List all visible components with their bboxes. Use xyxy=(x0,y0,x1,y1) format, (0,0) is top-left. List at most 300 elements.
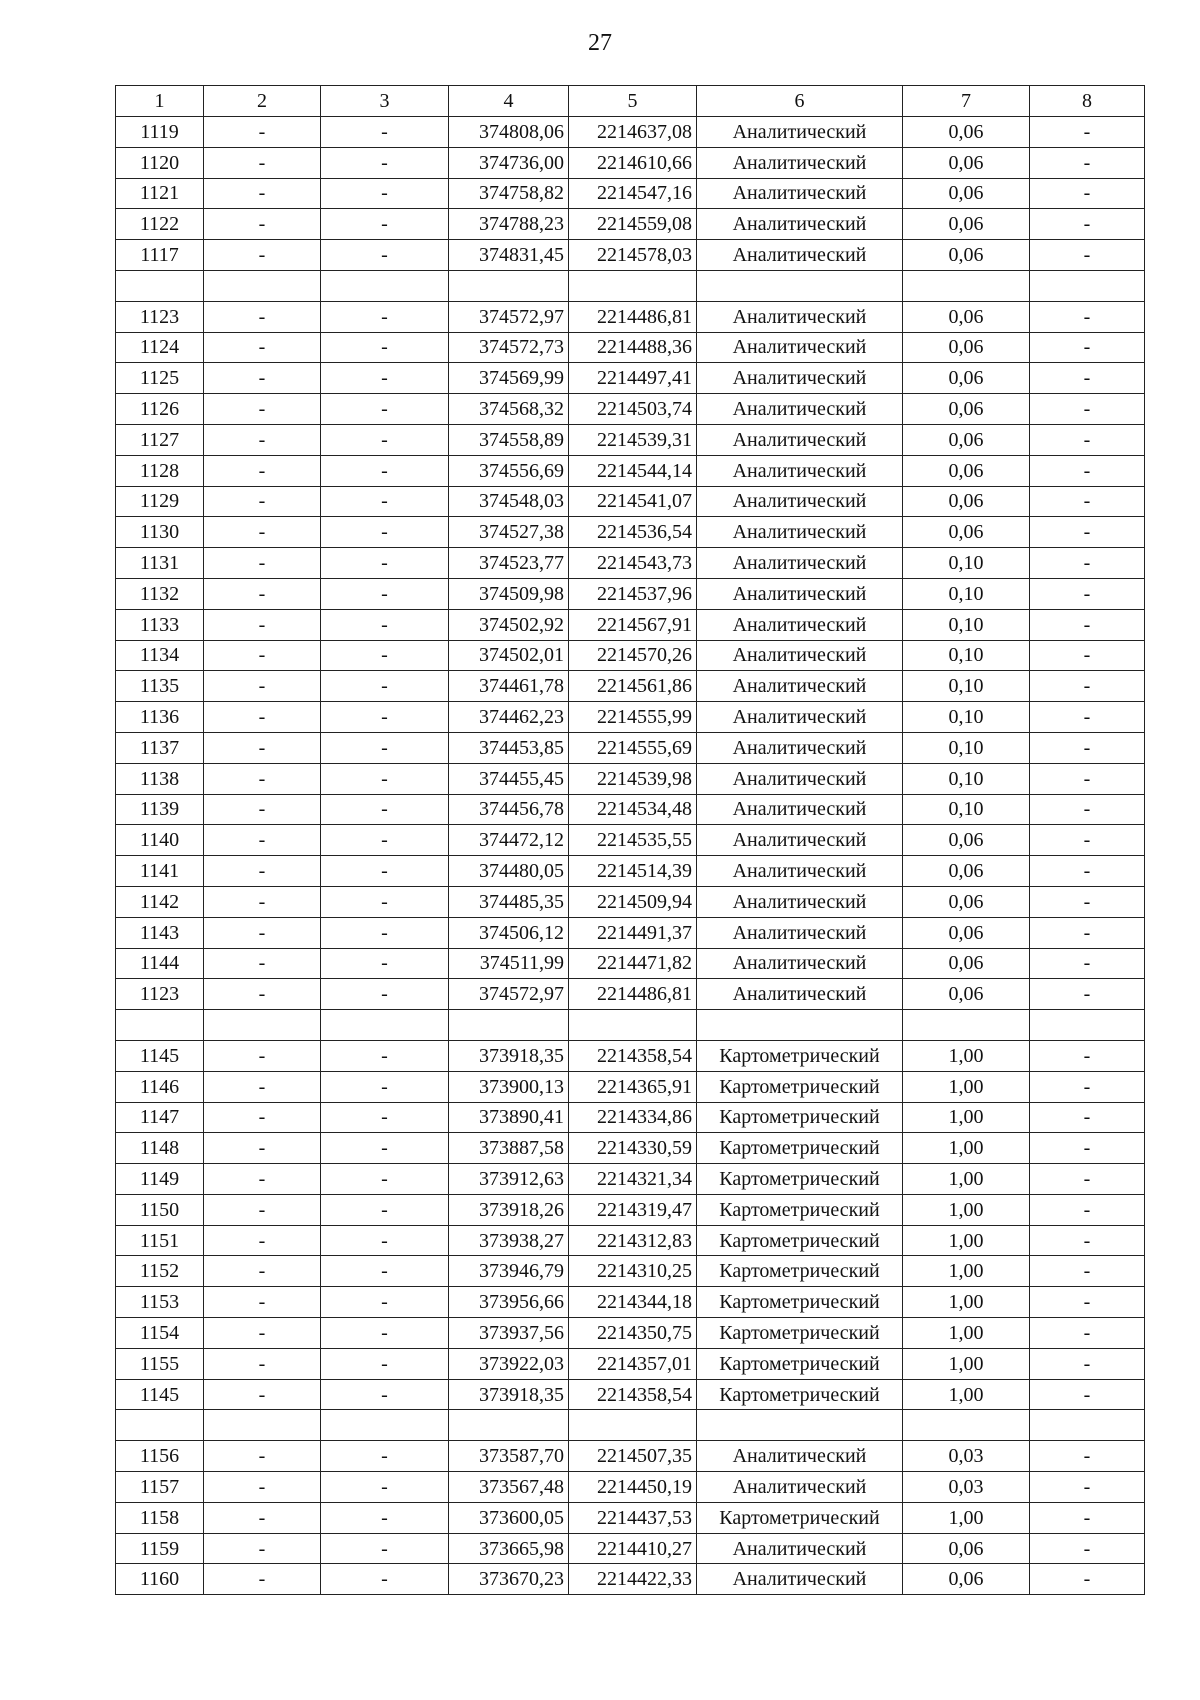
accuracy-cell: 0,06 xyxy=(903,455,1030,486)
column-3-cell: - xyxy=(321,486,449,517)
accuracy-cell: 0,06 xyxy=(903,1533,1030,1564)
x-coordinate-cell: 374527,38 xyxy=(449,517,569,548)
table-row xyxy=(116,794,1145,825)
y-coordinate-cell xyxy=(569,1410,697,1441)
column-header: 8 xyxy=(1030,86,1145,117)
x-coordinate-cell: 373956,66 xyxy=(449,1287,569,1318)
point-number-cell: 1143 xyxy=(116,917,204,948)
column-8-cell: - xyxy=(1030,1071,1145,1102)
method-cell: Аналитический xyxy=(697,424,903,455)
column-header: 7 xyxy=(903,86,1030,117)
accuracy-cell: 0,06 xyxy=(903,209,1030,240)
column-header: 6 xyxy=(697,86,903,117)
point-number-cell: 1156 xyxy=(116,1441,204,1472)
point-number-cell: 1151 xyxy=(116,1225,204,1256)
point-number-cell: 1154 xyxy=(116,1318,204,1349)
column-2-cell: - xyxy=(204,1164,321,1195)
column-8-cell: - xyxy=(1030,856,1145,887)
point-number-cell xyxy=(116,1010,204,1041)
column-2-cell: - xyxy=(204,671,321,702)
x-coordinate-cell: 374506,12 xyxy=(449,917,569,948)
column-8-cell: - xyxy=(1030,948,1145,979)
table-row xyxy=(116,1040,1145,1071)
column-2-cell: - xyxy=(204,117,321,148)
point-number-cell: 1142 xyxy=(116,886,204,917)
table-row xyxy=(116,240,1145,271)
column-8-cell: - xyxy=(1030,424,1145,455)
accuracy-cell: 0,06 xyxy=(903,856,1030,887)
column-2-cell: - xyxy=(204,1256,321,1287)
method-cell: Аналитический xyxy=(697,671,903,702)
point-number-cell xyxy=(116,270,204,301)
point-number-cell: 1150 xyxy=(116,1194,204,1225)
column-2-cell: - xyxy=(204,301,321,332)
column-3-cell: - xyxy=(321,301,449,332)
column-2-cell: - xyxy=(204,1441,321,1472)
x-coordinate-cell: 373567,48 xyxy=(449,1472,569,1503)
column-2-cell: - xyxy=(204,609,321,640)
column-2-cell: - xyxy=(204,178,321,209)
y-coordinate-cell: 2214497,41 xyxy=(569,363,697,394)
column-3-cell: - xyxy=(321,671,449,702)
column-8-cell: - xyxy=(1030,1164,1145,1195)
y-coordinate-cell: 2214330,59 xyxy=(569,1133,697,1164)
y-coordinate-cell: 2214310,25 xyxy=(569,1256,697,1287)
column-3-cell: - xyxy=(321,763,449,794)
column-3-cell: - xyxy=(321,1225,449,1256)
accuracy-cell: 0,03 xyxy=(903,1472,1030,1503)
table-row xyxy=(116,1348,1145,1379)
column-3-cell xyxy=(321,1010,449,1041)
y-coordinate-cell: 2214543,73 xyxy=(569,548,697,579)
y-coordinate-cell: 2214350,75 xyxy=(569,1318,697,1349)
column-8-cell: - xyxy=(1030,1225,1145,1256)
table-row xyxy=(116,117,1145,148)
column-2-cell: - xyxy=(204,1071,321,1102)
column-2-cell: - xyxy=(204,1194,321,1225)
column-8-cell: - xyxy=(1030,1348,1145,1379)
x-coordinate-cell: 373887,58 xyxy=(449,1133,569,1164)
x-coordinate-cell: 374788,23 xyxy=(449,209,569,240)
method-cell: Аналитический xyxy=(697,1564,903,1595)
column-2-cell: - xyxy=(204,1472,321,1503)
x-coordinate-cell xyxy=(449,1410,569,1441)
table-row xyxy=(116,825,1145,856)
column-3-cell: - xyxy=(321,117,449,148)
point-number-cell: 1117 xyxy=(116,240,204,271)
method-cell: Картометрический xyxy=(697,1133,903,1164)
column-3-cell: - xyxy=(321,886,449,917)
y-coordinate-cell: 2214570,26 xyxy=(569,640,697,671)
method-cell: Аналитический xyxy=(697,209,903,240)
x-coordinate-cell: 373918,35 xyxy=(449,1040,569,1071)
y-coordinate-cell: 2214334,86 xyxy=(569,1102,697,1133)
y-coordinate-cell: 2214365,91 xyxy=(569,1071,697,1102)
point-number-cell: 1124 xyxy=(116,332,204,363)
column-3-cell: - xyxy=(321,517,449,548)
accuracy-cell: 0,06 xyxy=(903,394,1030,425)
point-number-cell: 1123 xyxy=(116,979,204,1010)
accuracy-cell: 0,10 xyxy=(903,640,1030,671)
column-8-cell: - xyxy=(1030,1133,1145,1164)
y-coordinate-cell: 2214559,08 xyxy=(569,209,697,240)
column-3-cell: - xyxy=(321,794,449,825)
column-8-cell: - xyxy=(1030,301,1145,332)
accuracy-cell: 0,10 xyxy=(903,763,1030,794)
accuracy-cell: 1,00 xyxy=(903,1379,1030,1410)
accuracy-cell xyxy=(903,1410,1030,1441)
y-coordinate-cell: 2214358,54 xyxy=(569,1040,697,1071)
point-number-cell: 1137 xyxy=(116,732,204,763)
column-2-cell: - xyxy=(204,640,321,671)
point-number-cell: 1145 xyxy=(116,1379,204,1410)
method-cell: Аналитический xyxy=(697,1441,903,1472)
x-coordinate-cell: 374472,12 xyxy=(449,825,569,856)
method-cell: Аналитический xyxy=(697,763,903,794)
x-coordinate-cell: 373670,23 xyxy=(449,1564,569,1595)
x-coordinate-cell: 374808,06 xyxy=(449,117,569,148)
method-cell: Аналитический xyxy=(697,979,903,1010)
x-coordinate-cell: 373890,41 xyxy=(449,1102,569,1133)
x-coordinate-cell: 374453,85 xyxy=(449,732,569,763)
column-8-cell: - xyxy=(1030,763,1145,794)
x-coordinate-cell: 374511,99 xyxy=(449,948,569,979)
y-coordinate-cell: 2214535,55 xyxy=(569,825,697,856)
table-row xyxy=(116,917,1145,948)
column-2-cell: - xyxy=(204,856,321,887)
column-8-cell: - xyxy=(1030,147,1145,178)
y-coordinate-cell: 2214486,81 xyxy=(569,979,697,1010)
method-cell: Аналитический xyxy=(697,609,903,640)
method-cell: Аналитический xyxy=(697,917,903,948)
point-number-cell: 1141 xyxy=(116,856,204,887)
table-row xyxy=(116,732,1145,763)
column-3-cell: - xyxy=(321,640,449,671)
accuracy-cell: 0,06 xyxy=(903,979,1030,1010)
column-3-cell: - xyxy=(321,1256,449,1287)
y-coordinate-cell: 2214541,07 xyxy=(569,486,697,517)
table-row xyxy=(116,424,1145,455)
accuracy-cell: 0,06 xyxy=(903,1564,1030,1595)
y-coordinate-cell: 2214410,27 xyxy=(569,1533,697,1564)
column-2-cell: - xyxy=(204,917,321,948)
column-8-cell: - xyxy=(1030,825,1145,856)
column-8-cell: - xyxy=(1030,363,1145,394)
column-8-cell xyxy=(1030,270,1145,301)
method-cell xyxy=(697,1010,903,1041)
table-row xyxy=(116,671,1145,702)
column-2-cell: - xyxy=(204,332,321,363)
column-2-cell: - xyxy=(204,732,321,763)
method-cell: Аналитический xyxy=(697,486,903,517)
column-8-cell: - xyxy=(1030,732,1145,763)
column-3-cell: - xyxy=(321,1071,449,1102)
column-8-cell: - xyxy=(1030,1256,1145,1287)
table-row xyxy=(116,1102,1145,1133)
x-coordinate-cell: 374736,00 xyxy=(449,147,569,178)
table-row xyxy=(116,1564,1145,1595)
accuracy-cell: 0,06 xyxy=(903,301,1030,332)
accuracy-cell: 1,00 xyxy=(903,1502,1030,1533)
x-coordinate-cell: 373918,35 xyxy=(449,1379,569,1410)
point-number-cell: 1122 xyxy=(116,209,204,240)
column-3-cell: - xyxy=(321,1441,449,1472)
x-coordinate-cell xyxy=(449,1010,569,1041)
point-number-cell: 1119 xyxy=(116,117,204,148)
column-3-cell: - xyxy=(321,1564,449,1595)
accuracy-cell: 1,00 xyxy=(903,1071,1030,1102)
column-3-cell xyxy=(321,270,449,301)
point-number-cell: 1157 xyxy=(116,1472,204,1503)
y-coordinate-cell: 2214555,99 xyxy=(569,702,697,733)
accuracy-cell: 1,00 xyxy=(903,1256,1030,1287)
x-coordinate-cell: 373900,13 xyxy=(449,1071,569,1102)
table-row xyxy=(116,1256,1145,1287)
column-3-cell: - xyxy=(321,1287,449,1318)
x-coordinate-cell: 373665,98 xyxy=(449,1533,569,1564)
y-coordinate-cell: 2214437,53 xyxy=(569,1502,697,1533)
column-header: 1 xyxy=(116,86,204,117)
column-2-cell: - xyxy=(204,578,321,609)
table-row xyxy=(116,1194,1145,1225)
method-cell: Аналитический xyxy=(697,332,903,363)
column-3-cell: - xyxy=(321,363,449,394)
y-coordinate-cell: 2214491,37 xyxy=(569,917,697,948)
method-cell: Картометрический xyxy=(697,1194,903,1225)
method-cell: Аналитический xyxy=(697,948,903,979)
column-8-cell: - xyxy=(1030,517,1145,548)
method-cell: Картометрический xyxy=(697,1379,903,1410)
accuracy-cell: 0,06 xyxy=(903,147,1030,178)
column-3-cell: - xyxy=(321,424,449,455)
column-2-cell: - xyxy=(204,1502,321,1533)
column-8-cell: - xyxy=(1030,548,1145,579)
y-coordinate-cell: 2214537,96 xyxy=(569,578,697,609)
y-coordinate-cell: 2214357,01 xyxy=(569,1348,697,1379)
column-3-cell: - xyxy=(321,702,449,733)
table-row xyxy=(116,1287,1145,1318)
accuracy-cell: 1,00 xyxy=(903,1164,1030,1195)
column-header: 3 xyxy=(321,86,449,117)
column-3-cell: - xyxy=(321,455,449,486)
y-coordinate-cell: 2214561,86 xyxy=(569,671,697,702)
table-separator-row xyxy=(116,1410,1145,1441)
x-coordinate-cell: 374831,45 xyxy=(449,240,569,271)
x-coordinate-cell: 373938,27 xyxy=(449,1225,569,1256)
point-number-cell: 1120 xyxy=(116,147,204,178)
column-8-cell: - xyxy=(1030,917,1145,948)
column-2-cell: - xyxy=(204,794,321,825)
column-2-cell: - xyxy=(204,240,321,271)
method-cell: Картометрический xyxy=(697,1102,903,1133)
column-8-cell: - xyxy=(1030,1533,1145,1564)
table-separator-row xyxy=(116,270,1145,301)
x-coordinate-cell: 374572,73 xyxy=(449,332,569,363)
point-number-cell: 1136 xyxy=(116,702,204,733)
accuracy-cell: 0,10 xyxy=(903,609,1030,640)
x-coordinate-cell: 373587,70 xyxy=(449,1441,569,1472)
point-number-cell: 1121 xyxy=(116,178,204,209)
column-8-cell: - xyxy=(1030,1441,1145,1472)
table-row xyxy=(116,394,1145,425)
column-8-cell: - xyxy=(1030,178,1145,209)
table-row xyxy=(116,856,1145,887)
table-row xyxy=(116,1533,1145,1564)
column-2-cell: - xyxy=(204,763,321,794)
column-2-cell: - xyxy=(204,1318,321,1349)
accuracy-cell: 0,06 xyxy=(903,948,1030,979)
point-number-cell xyxy=(116,1410,204,1441)
column-8-cell: - xyxy=(1030,671,1145,702)
x-coordinate-cell: 374456,78 xyxy=(449,794,569,825)
column-3-cell: - xyxy=(321,1533,449,1564)
column-3-cell: - xyxy=(321,1133,449,1164)
accuracy-cell: 1,00 xyxy=(903,1102,1030,1133)
method-cell: Аналитический xyxy=(697,702,903,733)
accuracy-cell: 0,10 xyxy=(903,732,1030,763)
y-coordinate-cell: 2214344,18 xyxy=(569,1287,697,1318)
method-cell: Картометрический xyxy=(697,1164,903,1195)
x-coordinate-cell: 373918,26 xyxy=(449,1194,569,1225)
column-3-cell: - xyxy=(321,548,449,579)
method-cell: Аналитический xyxy=(697,147,903,178)
column-3-cell: - xyxy=(321,948,449,979)
x-coordinate-cell: 374556,69 xyxy=(449,455,569,486)
x-coordinate-cell: 373946,79 xyxy=(449,1256,569,1287)
point-number-cell: 1125 xyxy=(116,363,204,394)
method-cell: Аналитический xyxy=(697,640,903,671)
x-coordinate-cell: 374572,97 xyxy=(449,979,569,1010)
y-coordinate-cell xyxy=(569,1010,697,1041)
column-8-cell: - xyxy=(1030,209,1145,240)
table-row xyxy=(116,1318,1145,1349)
column-8-cell: - xyxy=(1030,578,1145,609)
accuracy-cell: 1,00 xyxy=(903,1348,1030,1379)
table-row xyxy=(116,1502,1145,1533)
y-coordinate-cell: 2214536,54 xyxy=(569,517,697,548)
y-coordinate-cell: 2214555,69 xyxy=(569,732,697,763)
table-row xyxy=(116,548,1145,579)
column-8-cell: - xyxy=(1030,1502,1145,1533)
table-row xyxy=(116,979,1145,1010)
table-row xyxy=(116,948,1145,979)
accuracy-cell: 0,06 xyxy=(903,332,1030,363)
point-number-cell: 1148 xyxy=(116,1133,204,1164)
column-2-cell xyxy=(204,1410,321,1441)
method-cell: Аналитический xyxy=(697,1533,903,1564)
table-row xyxy=(116,1133,1145,1164)
column-2-cell: - xyxy=(204,486,321,517)
accuracy-cell: 1,00 xyxy=(903,1194,1030,1225)
y-coordinate-cell: 2214503,74 xyxy=(569,394,697,425)
method-cell: Аналитический xyxy=(697,178,903,209)
column-8-cell: - xyxy=(1030,1564,1145,1595)
accuracy-cell: 0,10 xyxy=(903,702,1030,733)
column-8-cell: - xyxy=(1030,455,1145,486)
method-cell: Картометрический xyxy=(697,1348,903,1379)
y-coordinate-cell: 2214534,48 xyxy=(569,794,697,825)
accuracy-cell: 1,00 xyxy=(903,1133,1030,1164)
point-number-cell: 1133 xyxy=(116,609,204,640)
x-coordinate-cell: 373937,56 xyxy=(449,1318,569,1349)
y-coordinate-cell: 2214539,31 xyxy=(569,424,697,455)
column-8-cell: - xyxy=(1030,1472,1145,1503)
x-coordinate-cell: 374568,32 xyxy=(449,394,569,425)
column-2-cell: - xyxy=(204,517,321,548)
table-row xyxy=(116,1441,1145,1472)
column-8-cell: - xyxy=(1030,640,1145,671)
coordinates-table xyxy=(115,85,1145,1595)
y-coordinate-cell: 2214488,36 xyxy=(569,332,697,363)
table-row xyxy=(116,301,1145,332)
y-coordinate-cell: 2214544,14 xyxy=(569,455,697,486)
method-cell: Аналитический xyxy=(697,732,903,763)
column-3-cell: - xyxy=(321,578,449,609)
table-row xyxy=(116,455,1145,486)
column-2-cell: - xyxy=(204,948,321,979)
accuracy-cell: 0,06 xyxy=(903,917,1030,948)
x-coordinate-cell: 374572,97 xyxy=(449,301,569,332)
method-cell: Картометрический xyxy=(697,1040,903,1071)
x-coordinate-cell: 374462,23 xyxy=(449,702,569,733)
column-8-cell: - xyxy=(1030,117,1145,148)
point-number-cell: 1123 xyxy=(116,301,204,332)
column-3-cell: - xyxy=(321,1502,449,1533)
accuracy-cell: 0,10 xyxy=(903,794,1030,825)
point-number-cell: 1153 xyxy=(116,1287,204,1318)
column-8-cell: - xyxy=(1030,1040,1145,1071)
point-number-cell: 1126 xyxy=(116,394,204,425)
table-row xyxy=(116,363,1145,394)
column-3-cell: - xyxy=(321,1379,449,1410)
y-coordinate-cell: 2214471,82 xyxy=(569,948,697,979)
column-8-cell: - xyxy=(1030,394,1145,425)
table-row xyxy=(116,578,1145,609)
table-row xyxy=(116,147,1145,178)
table-row xyxy=(116,1071,1145,1102)
method-cell: Аналитический xyxy=(697,517,903,548)
method-cell: Картометрический xyxy=(697,1318,903,1349)
table-row xyxy=(116,702,1145,733)
x-coordinate-cell: 374480,05 xyxy=(449,856,569,887)
accuracy-cell: 0,06 xyxy=(903,178,1030,209)
accuracy-cell: 0,06 xyxy=(903,240,1030,271)
column-3-cell: - xyxy=(321,1164,449,1195)
point-number-cell: 1158 xyxy=(116,1502,204,1533)
method-cell: Аналитический xyxy=(697,117,903,148)
table-row xyxy=(116,1379,1145,1410)
table-row xyxy=(116,517,1145,548)
point-number-cell: 1135 xyxy=(116,671,204,702)
point-number-cell: 1140 xyxy=(116,825,204,856)
column-2-cell: - xyxy=(204,1040,321,1071)
method-cell xyxy=(697,270,903,301)
column-2-cell: - xyxy=(204,394,321,425)
method-cell: Картометрический xyxy=(697,1502,903,1533)
y-coordinate-cell: 2214539,98 xyxy=(569,763,697,794)
table-row xyxy=(116,332,1145,363)
accuracy-cell: 0,10 xyxy=(903,578,1030,609)
x-coordinate-cell xyxy=(449,270,569,301)
method-cell: Аналитический xyxy=(697,301,903,332)
column-8-cell: - xyxy=(1030,1318,1145,1349)
column-3-cell: - xyxy=(321,609,449,640)
accuracy-cell: 0,03 xyxy=(903,1441,1030,1472)
method-cell: Картометрический xyxy=(697,1256,903,1287)
column-8-cell: - xyxy=(1030,794,1145,825)
table-row xyxy=(116,609,1145,640)
column-3-cell: - xyxy=(321,1102,449,1133)
